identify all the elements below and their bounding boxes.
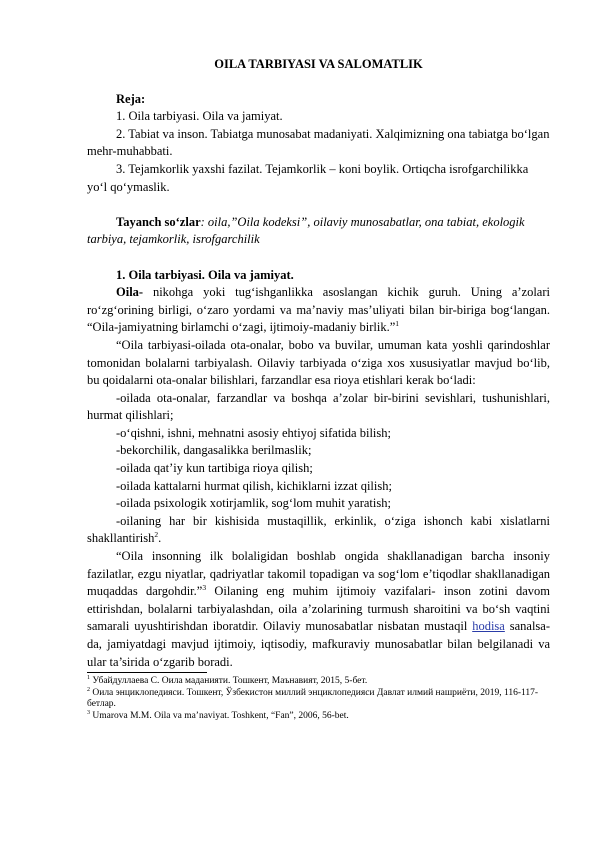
keywords-label: Tayanch so‘zlar xyxy=(116,214,201,229)
footnote xyxy=(87,711,550,723)
page-content xyxy=(87,56,550,722)
list-item-text: -oilaning har bir kishisida mustaqillik, erkinlik, o‘ziga ishonch kabi xislatlarni shakllantirish xyxy=(87,513,550,546)
footnote-text: Umarova M.M. Oila va ma’naviyat. Toshkent, “Fan”, 2006, 56-bet. xyxy=(90,710,349,721)
footnote-text: Убайдуллаева С. Оила маданияти. Тошкент, Маънавият, 2015, 5-бет. xyxy=(90,676,368,687)
list-item: -oilada psixologik xotirjamlik, sog‘lom muhit yaratish; xyxy=(116,496,391,511)
paragraph-text: nikohga yoki tug‘ishganlikka asoslangan kichik guruh. Uning a’zolari ro‘zg‘orining birligi, o‘zaro yordami va ma’naviy mas’uliyati bilan bir-biriga bog‘langan. “Oila-jamiyatning birlamchi o‘zagi, ijtimoiy-madaniy birlik.” xyxy=(87,285,550,335)
term-oila: Oila- xyxy=(116,285,144,300)
list-item: -bekorchilik, dangasalikka berilmaslik; xyxy=(116,443,312,458)
list-item: -oilada ota-onalar, farzandlar va boshqa a’zolar bir-birini sevishlari, tushunishlari, hurmat qilishlari; xyxy=(87,390,550,423)
footnote-text: Оила энциклопедияси. Тошкент, Ўзбекистон миллий энциклопедияси Давлат илмий нашриёти, 2019, 116-117-бетлар. xyxy=(87,687,539,710)
plan-heading: Reja: xyxy=(116,91,146,106)
list-item: -oilaning har bir kishisida mustaqillik, erkinlik, o‘ziga ishonch kabi xislatlarni shakllantirish$^2$. xyxy=(87,513,550,546)
spacer xyxy=(87,249,550,267)
footnote xyxy=(87,688,550,711)
paragraph-text: Oilaning eng muhim ijtimoiy vazifalari- inson zotini davom ettirishdan, bolalarni tarbiyalashdan, oila a’zolarining turmush sharoitini va bo‘sh vaqtini samarali uyushtirishdan iboratdir. Oilaviy munosabatlar nisbatan mustaqil xyxy=(87,584,550,634)
footnote-number: 2 xyxy=(87,686,90,693)
footnote-ref: 3 xyxy=(202,583,207,593)
paragraph-definition xyxy=(87,284,550,337)
keywords-text: : oila,”Oila kodeksi”, oilaviy munosabatlar, ona tabiat, ekologik tarbiya, tejamkorlik, isrofgarchilik xyxy=(87,214,525,247)
quote-text: “Oila insonning ilk bolaligidan boshlab ongida shakllanadigan barcha insoniy fazilatlar, ezgu niyatlar, qadriyatlar takomil topadigan va sog‘lom e’tiqodlar shakllanadigan muqaddas dargohdir.” xyxy=(87,549,550,599)
list-item: -oilada qat’iy kun tartibiga rioya qilish; xyxy=(116,461,313,476)
footnote-ref: 2 xyxy=(154,530,159,540)
footnote xyxy=(87,676,550,688)
list-item: -oilada kattalarni hurmat qilish, kichiklarni izzat qilish; xyxy=(116,478,392,493)
paragraph-family-role xyxy=(87,548,550,671)
plan-item: 3. Tejamkorlik yaxshi fazilat. Tejamkorlik – koni boylik. Ortiqcha isrofgarchilikka yo‘l qo‘ymaslik. xyxy=(87,161,529,194)
hodisa-link[interactable]: hodisa xyxy=(472,619,505,634)
footnote-number: 3 xyxy=(87,709,90,716)
footnote-ref: 1 xyxy=(395,319,399,329)
list-item: -o‘qishni, ishni, mehnatni asosiy ehtiyoj sifatida bilish; xyxy=(116,425,391,440)
plan-item: 2. Tabiat va inson. Tabiatga munosabat madaniyati. Xalqimizning ona tabiatga bo‘lgan mehr-muhabbati. xyxy=(87,126,550,159)
section-heading: 1. Oila tarbiyasi. Oila va jamiyat. xyxy=(116,267,294,282)
paragraph-text: sanalsa-da, jamiyatdagi mavjud ijtimoiy, iqtisodiy, mafkuraviy munosabatlar bilan belgilanadi va ular ta’sirida o‘zgarib boradi. xyxy=(87,619,550,669)
spacer xyxy=(87,196,550,214)
plan-item: 1. Oila tarbiyasi. Oila va jamiyat. xyxy=(116,109,283,124)
footnote-number: 1 xyxy=(87,675,90,682)
paragraph-upbringing: “Oila tarbiyasi-oilada ota-onalar, bobo va buvilar, umuman kata yoshli qarindoshlar tomonidan bolalarni tarbiyalash. Oilaviy tarbiyada o‘ziga xos xususiyatlar mavjud bo‘lib, bu qoidalarni ota-onalar bilishlari, farzandlar esa rioya etishlari kerak bo‘ladi: xyxy=(87,337,550,388)
footnote-separator xyxy=(87,672,207,673)
keywords-paragraph xyxy=(87,214,550,249)
document-title: OILA TARBIYASI VA SALOMATLIK xyxy=(214,57,423,71)
